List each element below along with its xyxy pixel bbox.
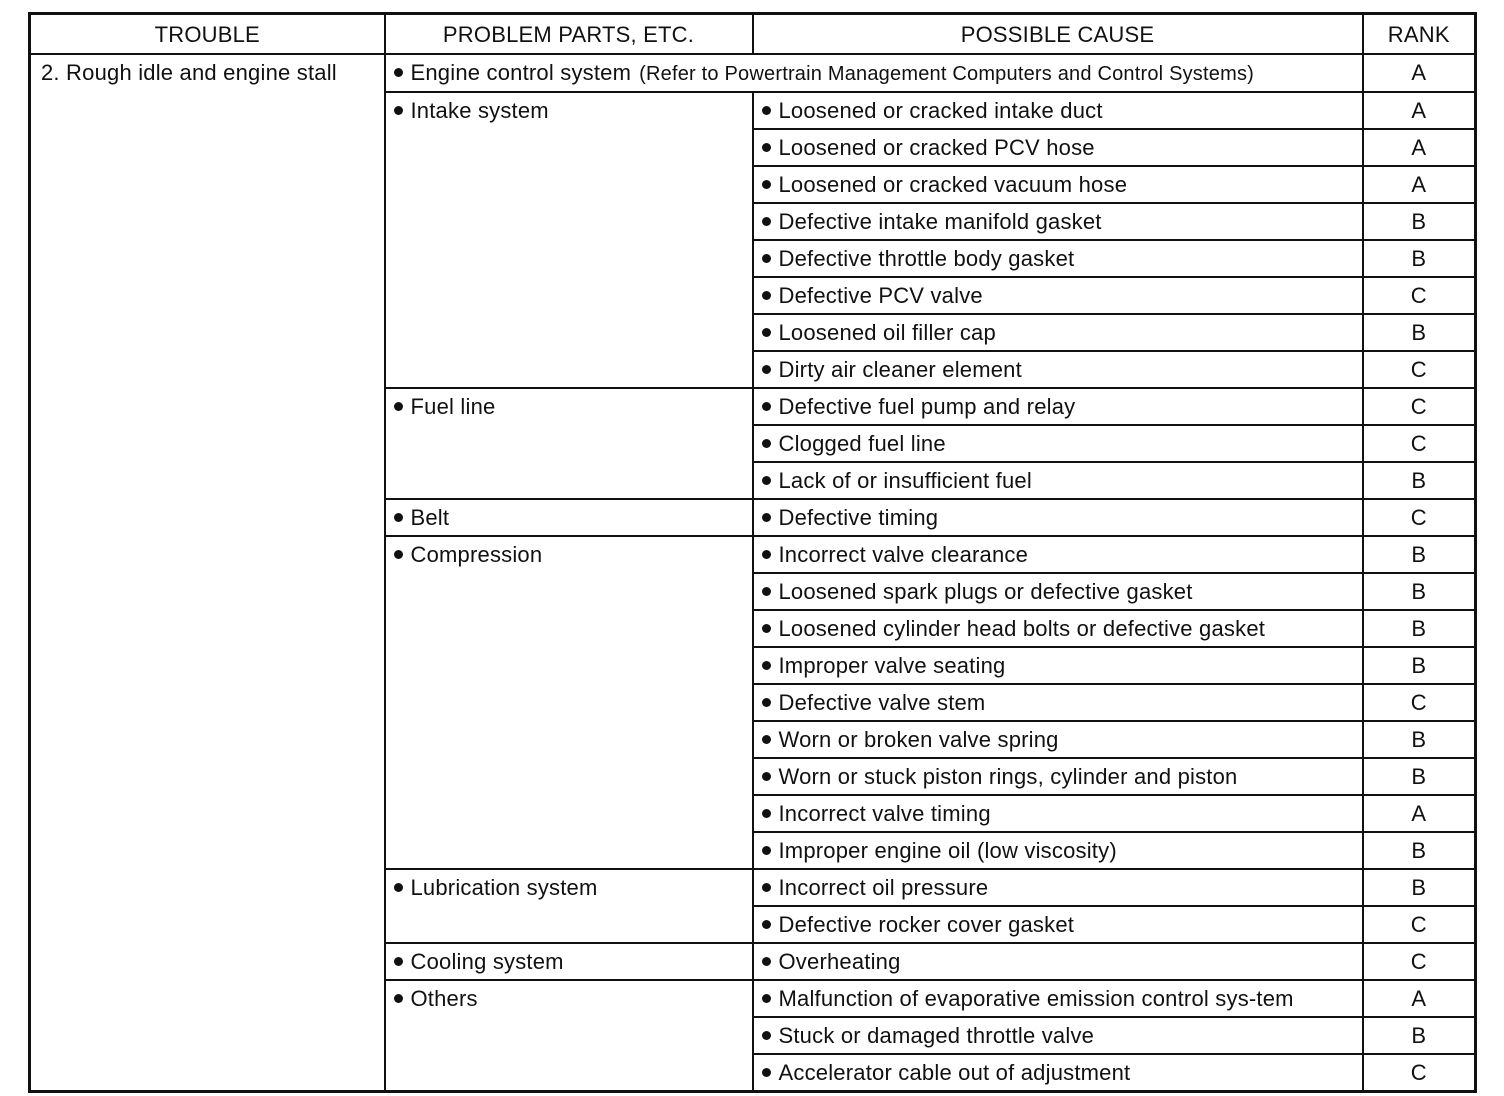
possible-cause-cell bbox=[753, 721, 1363, 758]
bullet-icon bbox=[394, 402, 403, 411]
possible-cause-label: Malfunction of evaporative emission control sys-tem bbox=[778, 986, 1294, 1011]
rank-cell: B bbox=[1363, 758, 1476, 795]
engine-control-note: (Refer to Powertrain Management Computers and Control Systems) bbox=[639, 63, 1255, 85]
bullet-icon bbox=[762, 254, 771, 263]
possible-cause-cell bbox=[753, 536, 1363, 573]
possible-cause-label: Incorrect oil pressure bbox=[778, 875, 989, 900]
possible-cause-cell bbox=[753, 943, 1363, 980]
possible-cause-label: Defective PCV valve bbox=[778, 283, 983, 308]
rank-cell: B bbox=[1363, 462, 1476, 499]
possible-cause-label: Loosened or cracked vacuum hose bbox=[778, 172, 1128, 197]
rank-cell: C bbox=[1363, 277, 1476, 314]
rank-cell: B bbox=[1363, 721, 1476, 758]
bullet-icon bbox=[394, 994, 403, 1003]
possible-cause-cell bbox=[753, 573, 1363, 610]
rank-cell: C bbox=[1363, 684, 1476, 721]
possible-cause-cell bbox=[753, 684, 1363, 721]
bullet-icon bbox=[762, 846, 771, 855]
possible-cause-cell bbox=[753, 758, 1363, 795]
possible-cause-cell bbox=[753, 980, 1363, 1017]
possible-cause-label: Loosened or cracked intake duct bbox=[778, 98, 1103, 123]
possible-cause-cell bbox=[753, 425, 1363, 462]
rank-cell: A bbox=[1363, 54, 1476, 92]
bullet-icon bbox=[394, 68, 403, 77]
possible-cause-label: Clogged fuel line bbox=[778, 431, 946, 456]
rank-cell: B bbox=[1363, 610, 1476, 647]
rank-cell: C bbox=[1363, 943, 1476, 980]
possible-cause-cell bbox=[753, 203, 1363, 240]
rank-cell: B bbox=[1363, 832, 1476, 869]
possible-cause-cell bbox=[753, 92, 1363, 129]
bullet-icon bbox=[762, 809, 771, 818]
bullet-icon bbox=[762, 698, 771, 707]
possible-cause-cell bbox=[753, 499, 1363, 536]
bullet-icon bbox=[762, 661, 771, 670]
bullet-icon bbox=[762, 365, 771, 374]
possible-cause-cell bbox=[753, 351, 1363, 388]
problem-part-cell bbox=[385, 943, 753, 980]
bullet-icon bbox=[762, 994, 771, 1003]
problem-part-cell bbox=[385, 869, 753, 943]
rank-cell: C bbox=[1363, 906, 1476, 943]
rank-cell: B bbox=[1363, 869, 1476, 906]
rank-cell: A bbox=[1363, 166, 1476, 203]
possible-cause-label: Loosened cylinder head bolts or defective gasket bbox=[778, 616, 1266, 641]
problem-part-label: Cooling system bbox=[410, 949, 564, 974]
possible-cause-label: Incorrect valve clearance bbox=[778, 542, 1029, 567]
possible-cause-label: Worn or broken valve spring bbox=[778, 727, 1059, 752]
rank-cell: A bbox=[1363, 92, 1476, 129]
bullet-icon bbox=[394, 513, 403, 522]
bullet-icon bbox=[762, 439, 771, 448]
rank-cell: A bbox=[1363, 129, 1476, 166]
rank-cell: B bbox=[1363, 203, 1476, 240]
rank-cell: B bbox=[1363, 1017, 1476, 1054]
problem-part-cell bbox=[385, 980, 753, 1092]
possible-cause-label: Dirty air cleaner element bbox=[778, 357, 1022, 382]
bullet-icon bbox=[762, 920, 771, 929]
problem-part-cell bbox=[385, 499, 753, 536]
bullet-icon bbox=[762, 328, 771, 337]
rank-cell: B bbox=[1363, 240, 1476, 277]
problem-part-label: Others bbox=[410, 986, 478, 1011]
possible-cause-label: Overheating bbox=[778, 949, 901, 974]
engine-control-cell bbox=[385, 54, 1363, 92]
possible-cause-label: Defective timing bbox=[778, 505, 939, 530]
header-trouble: TROUBLE bbox=[30, 14, 385, 55]
rank-cell: B bbox=[1363, 536, 1476, 573]
problem-part-cell bbox=[385, 388, 753, 499]
bullet-icon bbox=[394, 883, 403, 892]
possible-cause-label: Accelerator cable out of adjustment bbox=[778, 1060, 1131, 1085]
problem-part-label: Intake system bbox=[410, 98, 549, 123]
trouble-cell: 2. Rough idle and engine stall bbox=[30, 54, 385, 1092]
problem-part-label: Fuel line bbox=[410, 394, 496, 419]
possible-cause-label: Loosened spark plugs or defective gasket bbox=[778, 579, 1193, 604]
bullet-icon bbox=[394, 550, 403, 559]
bullet-icon bbox=[762, 106, 771, 115]
bullet-icon bbox=[762, 587, 771, 596]
rank-cell: C bbox=[1363, 351, 1476, 388]
possible-cause-label: Defective rocker cover gasket bbox=[778, 912, 1075, 937]
possible-cause-label: Stuck or damaged throttle valve bbox=[778, 1023, 1095, 1048]
possible-cause-cell bbox=[753, 388, 1363, 425]
possible-cause-cell bbox=[753, 166, 1363, 203]
table-header bbox=[30, 14, 1476, 55]
possible-cause-cell bbox=[753, 795, 1363, 832]
bullet-icon bbox=[762, 143, 771, 152]
problem-part-label: Compression bbox=[410, 542, 543, 567]
bullet-icon bbox=[762, 180, 771, 189]
rank-cell: A bbox=[1363, 980, 1476, 1017]
possible-cause-cell bbox=[753, 462, 1363, 499]
possible-cause-label: Defective throttle body gasket bbox=[778, 246, 1075, 271]
possible-cause-cell bbox=[753, 832, 1363, 869]
bullet-icon bbox=[762, 772, 771, 781]
possible-cause-cell bbox=[753, 1054, 1363, 1092]
possible-cause-label: Defective valve stem bbox=[778, 690, 986, 715]
bullet-icon bbox=[762, 624, 771, 633]
possible-cause-label: Improper engine oil (low viscosity) bbox=[778, 838, 1117, 863]
rank-cell: A bbox=[1363, 795, 1476, 832]
problem-part-label: Belt bbox=[410, 505, 450, 530]
header-possible-cause: POSSIBLE CAUSE bbox=[753, 14, 1363, 55]
possible-cause-label: Loosened oil filler cap bbox=[778, 320, 996, 345]
rank-cell: B bbox=[1363, 573, 1476, 610]
possible-cause-cell bbox=[753, 129, 1363, 166]
possible-cause-cell bbox=[753, 647, 1363, 684]
possible-cause-label: Improper valve seating bbox=[778, 653, 1006, 678]
header-rank: RANK bbox=[1363, 14, 1476, 55]
possible-cause-label: Worn or stuck piston rings, cylinder and piston bbox=[778, 764, 1238, 789]
possible-cause-cell bbox=[753, 610, 1363, 647]
bullet-icon bbox=[762, 513, 771, 522]
table-body bbox=[30, 54, 1476, 1092]
bullet-icon bbox=[762, 217, 771, 226]
possible-cause-cell bbox=[753, 240, 1363, 277]
rank-cell: C bbox=[1363, 1054, 1476, 1092]
rank-cell: C bbox=[1363, 499, 1476, 536]
possible-cause-label: Incorrect valve timing bbox=[778, 801, 991, 826]
rank-cell: B bbox=[1363, 314, 1476, 351]
bullet-icon bbox=[394, 106, 403, 115]
rank-cell: C bbox=[1363, 425, 1476, 462]
bullet-icon bbox=[762, 883, 771, 892]
possible-cause-label: Loosened or cracked PCV hose bbox=[778, 135, 1095, 160]
header-problem-parts: PROBLEM PARTS, ETC. bbox=[385, 14, 753, 55]
troubleshooting-table bbox=[28, 12, 1477, 1093]
possible-cause-label: Lack of or insufficient fuel bbox=[778, 468, 1032, 493]
possible-cause-cell bbox=[753, 869, 1363, 906]
bullet-icon bbox=[394, 957, 403, 966]
engine-control-part: Engine control system bbox=[410, 60, 632, 85]
bullet-icon bbox=[762, 957, 771, 966]
table-row bbox=[30, 54, 1476, 92]
bullet-icon bbox=[762, 1031, 771, 1040]
rank-cell: B bbox=[1363, 647, 1476, 684]
problem-part-cell bbox=[385, 92, 753, 388]
possible-cause-label: Defective intake manifold gasket bbox=[778, 209, 1102, 234]
possible-cause-cell bbox=[753, 906, 1363, 943]
possible-cause-cell bbox=[753, 1017, 1363, 1054]
bullet-icon bbox=[762, 735, 771, 744]
bullet-icon bbox=[762, 476, 771, 485]
problem-part-cell bbox=[385, 536, 753, 869]
possible-cause-label: Defective fuel pump and relay bbox=[778, 394, 1076, 419]
rank-cell: C bbox=[1363, 388, 1476, 425]
bullet-icon bbox=[762, 291, 771, 300]
header-row bbox=[30, 14, 1476, 55]
possible-cause-cell bbox=[753, 277, 1363, 314]
bullet-icon bbox=[762, 1068, 771, 1077]
possible-cause-cell bbox=[753, 314, 1363, 351]
problem-part-label: Lubrication system bbox=[410, 875, 598, 900]
bullet-icon bbox=[762, 550, 771, 559]
bullet-icon bbox=[762, 402, 771, 411]
